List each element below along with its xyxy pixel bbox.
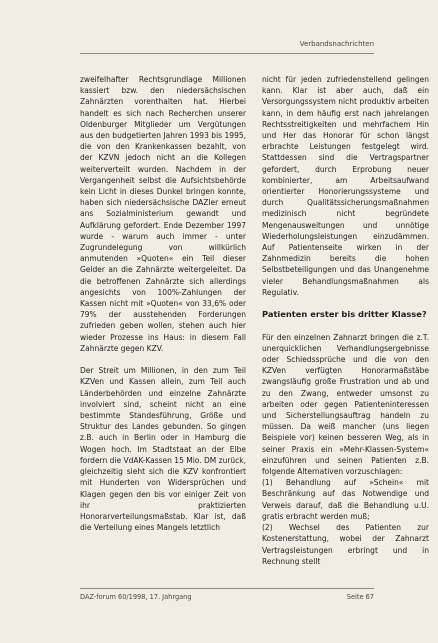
body-paragraph: Für den einzelnen Zahnarzt bringen die z.T. unerquicklichen Verhandlungsergebnisse oder Schiedssprüche und die von den KZVen verfügten Honorarmaßstäbe zwangsläufig große Frustration und ab und zu den Zwang, entweder umsonst zu arbeiten oder gegen Patienteninteressen und Sicherstellungsauftrag handeln zu müssen. Da weiß mancher (uns liegen Beispiele vor) keinen besseren Weg, als in seiner Praxis ein »Mehr-Klassen-System« einzuführen und seinen Patienten z.B. folgende Alternativen vorzuschlagen: [262, 332, 429, 477]
footer-divider [80, 588, 374, 589]
page-footer [80, 593, 374, 601]
section-heading: Patienten erster bis dritter Klasse? [262, 309, 427, 320]
left-column [80, 74, 246, 545]
body-paragraph: Der Streit um Millionen, in den zum Teil KZVen und Kassen allein, zum Teil auch Länderbehörden und einzelne Zahnärzte involviert sind, scheint nicht an eine bestimmte Standesführung, Größe und Struktur des Landes gebunden. So gingen z.B. auch in Berlin oder in Hamburg die Wogen hoch. Im Stadtstaat an der Elbe fordern die VdAK-Kassen 15 Mio. DM zurück, gleichzeitig sieht sich die KZV konfrontiert mit Hunderten von Widersprüchen und Klagen gegen den bis vor einiger Zeit von ihr praktizierten Honorarverteilungsmaßstab. Klar ist, daß die Verteilung eines Mangels letztlich [80, 366, 247, 533]
list-item: (1) Behandlung auf »Schein« mit Beschränkung auf das Notwendige und Verweis darauf, daß die Behandlung u.U. gratis erbracht werden muß; [262, 478, 429, 521]
publication-info: DAZ-forum 60/1998, 17. Jahrgang [80, 593, 192, 601]
right-column [262, 74, 429, 567]
page-number: Seite 67 [346, 593, 374, 601]
header-divider [80, 53, 374, 54]
body-paragraph: nicht für jeden zufriedenstellend gelingen kann. Klar ist aber auch, daß ein Versorgungssystem nicht produktiv arbeiten kann, in dem häufig erst nach jahrelangen Rechtsstreitigkeiten und mehrfachem Hin und Her das Honorar für schon längst erbrachte Leistungen festgelegt wird. Stattdessen sind die Vertragspartner gefordert, durch Erprobung neuer kombinierter, am Arbeitsaufwand orientierter Honorierungssysteme und durch Qualitätssicherungsmaßnahmen medizinisch nicht begründete Mengenausweitungen und unnötige Wiederholungsleistungen einzudämmen. Auf Patientenseite wirken in der Zahnmedizin bereits die hohen Selbstbeteiligungen und das Unangenehme vieler Behandlungsmaßnahmen als Regulativ. [262, 75, 429, 297]
list-item: (2) Wechsel des Patienten zur Kostenerstattung, wobei der Zahnarzt Vertragsleistungen erbringt und in Rechnung stellt [262, 523, 429, 566]
section-header: Verbandsnachrichten [299, 40, 374, 48]
body-paragraph: zweifelhafter Rechtsgrundlage Millionen kassiert bzw. den niedersächsischen Zahnärzten vorenthalten hat. Hierbei handelt es sich nach Recherchen unserer Oldenburger Mitglieder um Vergütungen aus den budgetierten Jahren 1993 bis 1995, die von den Krankenkassen bezahlt, von der KZVN jedoch nicht an die Kollegen weiterverteilt wurden. Nachdem in der Vergangenheit selbst die Aufsichtsbehörde kein Licht in dieses Dunkel bringen konnte, haben sich niedersächsische DAZler erneut ans Sozialministerium gewandt und Aufklärung gefordert. Ende Dezember 1997 wurde - warum auch immer - unter Zugrundelegung von willkürlich anmutenden »Quoten« ein Teil dieser Gelder an die Zahnärzte weitergeleitet. Da die betroffenen Zahnärzte sich allerdings angesichts von 100%-Zahlungen der Kassen nicht mit »Quoten« von 33,6% oder 79% der ausstehenden Forderungen zufrieden geben wollen, stehen auch hier wieder Prozesse ins Haus: in diesem Fall Zahnärzte gegen KZV. [80, 75, 246, 353]
